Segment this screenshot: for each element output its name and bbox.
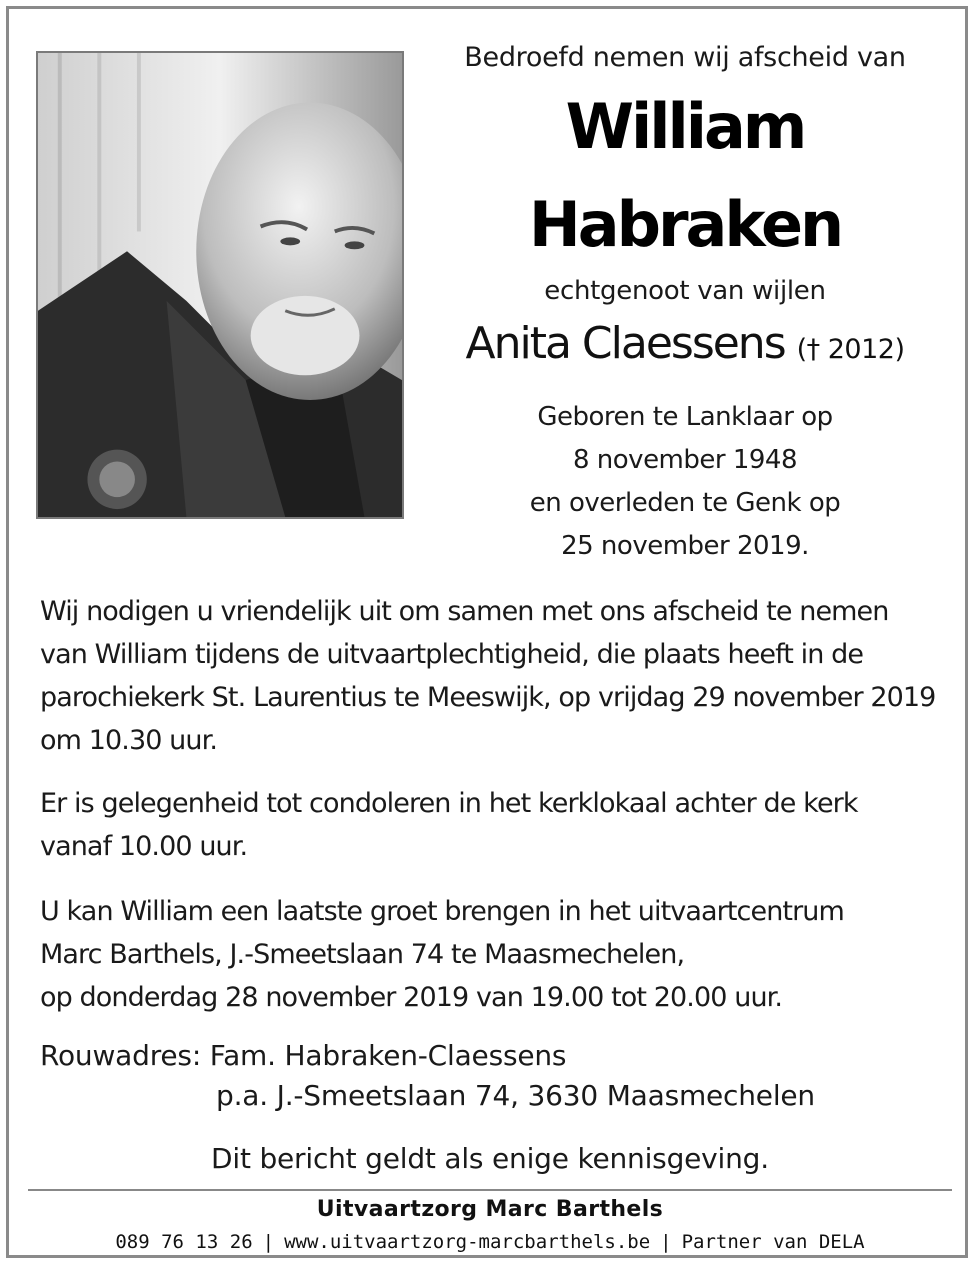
funeral-home-contact	[0, 1231, 980, 1253]
notice-statement: Dit bericht geldt als enige kennisgeving.	[211, 1142, 769, 1175]
death-line-2: 25 november 2019.	[561, 531, 809, 561]
paragraph-line: Marc Barthels, J.-Smeetslaan 74 te Maasmechelen,	[40, 939, 685, 970]
separator: |	[262, 1231, 275, 1253]
spouse-line	[420, 318, 950, 369]
spouse-death-year: († 2012)	[796, 334, 905, 365]
portrait-photo	[36, 51, 404, 519]
separator: |	[660, 1231, 672, 1253]
deceased-last-name: Habraken	[528, 188, 842, 261]
paragraph-line: vanaf 10.00 uur.	[40, 831, 248, 862]
death-line-1: en overleden te Genk op	[529, 488, 841, 518]
footer-divider	[28, 1189, 952, 1191]
spouse-label: echtgenoot van wijlen	[544, 276, 826, 306]
invitation-paragraph	[40, 590, 940, 762]
paragraph-line: op donderdag 28 november 2019 van 19.00 tot 20.00 uur.	[40, 982, 783, 1013]
birth-death-info	[420, 396, 950, 568]
spouse-name: Anita Claessens	[465, 318, 785, 369]
mourning-address	[40, 1036, 815, 1116]
phone-number: 089 76 13 26	[115, 1231, 253, 1253]
address-line-1: Rouwadres: Fam. Habraken-Claessens	[40, 1039, 567, 1072]
intro-text: Bedroefd nemen wij afscheid van	[464, 42, 906, 73]
paragraph-line: van William tijdens de uitvaartplechtigheid, die plaats heeft in de	[40, 639, 864, 670]
paragraph-line: U kan William een laatste groet brengen in het uitvaartcentrum	[40, 896, 844, 927]
birth-line-1: Geboren te Lanklaar op	[537, 402, 833, 432]
birth-line-2: 8 november 1948	[572, 445, 798, 475]
deceased-first-name: William	[565, 90, 805, 163]
funeral-home-name: Uitvaartzorg Marc Barthels	[316, 1197, 664, 1222]
paragraph-line: om 10.30 uur.	[40, 725, 218, 756]
paragraph-line: Er is gelegenheid tot condoleren in het kerklokaal achter de kerk	[40, 788, 858, 819]
website-link[interactable]: www.uitvaartzorg-marcbarthels.be	[284, 1231, 651, 1253]
condolences-paragraph	[40, 782, 940, 868]
paragraph-line: parochiekerk St. Laurentius te Meeswijk, op vrijdag 29 november 2019	[40, 682, 936, 713]
address-line-2: p.a. J.-Smeetslaan 74, 3630 Maasmechelen	[216, 1079, 815, 1112]
visitation-paragraph	[40, 890, 940, 1019]
partner-text: Partner van DELA	[681, 1231, 865, 1253]
paragraph-line: Wij nodigen u vriendelijk uit om samen met ons afscheid te nemen	[40, 596, 889, 627]
